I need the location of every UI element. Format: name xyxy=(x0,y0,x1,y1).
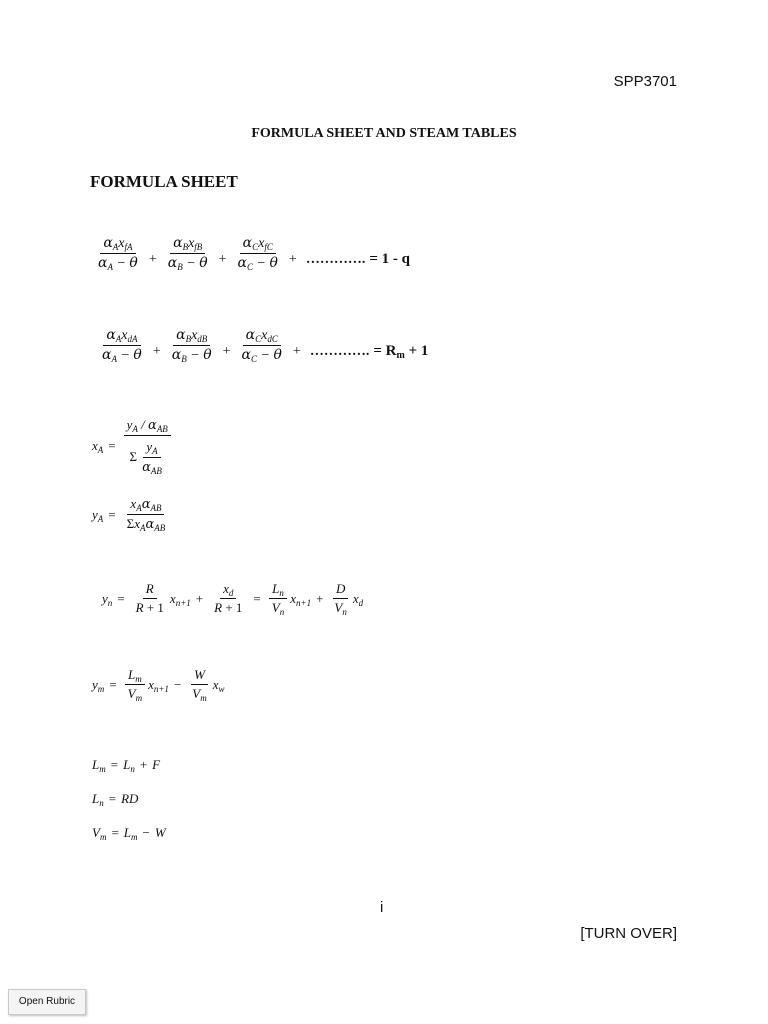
fraction-a-dist: $\frac{\alpha_Ax_{dA}}{\alpha_A - \theta}$ xyxy=(102,327,142,365)
ellipsis: …………. xyxy=(305,251,366,267)
underwood-distillate-equation xyxy=(96,328,428,364)
plus-3: + xyxy=(292,343,301,359)
xa-fraction: $y_A / \alpha_{AB}$ Σ $\frac{y_A}{\alpha_{AB}}$ xyxy=(124,418,171,475)
section-heading: FORMULA SHEET xyxy=(90,172,238,191)
dist-rhs-eq: = xyxy=(373,343,382,360)
page-number: i xyxy=(380,899,384,916)
xa-equation: $x_A$ = $y_A / \alpha_{AB}$ Σ $\frac{y_A}{\alpha_{AB}}$ xyxy=(92,418,174,475)
plus-1: + xyxy=(148,251,157,267)
plus-2: + xyxy=(222,343,231,359)
dist-rhs-r: R xyxy=(385,343,397,360)
dist-rhs-plus: + 1 xyxy=(408,343,429,360)
dist-rhs xyxy=(373,343,428,360)
fraction-b-dist: $\frac{\alpha_Bx_{dB}}{\alpha_B - \theta}$ xyxy=(171,327,212,365)
feed-rhs: = 1 - q xyxy=(369,251,410,268)
turn-over-label: [TURN OVER] xyxy=(580,925,677,942)
stripping-line-equation: $y_m$ = $\frac{L_m}{V_m}$ $x_{n+1}$ − $\frac{W}{V_m}$ $x_w$ xyxy=(92,667,225,704)
ln-equation: $L_n$ = RD xyxy=(92,791,139,808)
fraction-c-feed: $\frac{\alpha_Cx_{fC}}{\alpha_C - \theta}$ xyxy=(237,235,278,273)
fraction-b-feed: $\frac{\alpha_Bx_{fB}}{\alpha_B - \theta}$ xyxy=(167,235,208,273)
plus-3: + xyxy=(288,251,297,267)
dist-rhs-m: m xyxy=(396,350,405,362)
plus-2: + xyxy=(218,251,227,267)
lm-equation: $L_m$ = $L_n$ + F xyxy=(92,757,161,774)
ellipsis: …………. xyxy=(309,343,370,359)
ya-equation: $y_A$ = $\frac{x_A\alpha_{AB}}{\Sigma x_A\alpha_{AB}}$ xyxy=(92,497,171,533)
fraction-c-dist: $\frac{\alpha_Cx_{dC}}{\alpha_C - \theta}$ xyxy=(241,327,282,365)
ya-fraction: $\frac{x_A\alpha_{AB}}{\Sigma x_A\alpha_{AB}}$ xyxy=(126,496,166,534)
course-code: SPP3701 xyxy=(613,73,677,90)
document-title: FORMULA SHEET AND STEAM TABLES xyxy=(251,126,517,141)
vm-equation: $V_m$ = $L_m$ − W xyxy=(92,825,166,842)
fraction-a-feed: $\frac{\alpha_Ax_{fA}}{\alpha_A - \theta}$ xyxy=(98,235,138,273)
underwood-feed-equation xyxy=(92,236,410,272)
rectifying-line-equation: $y_n$ = $\frac{R}{R + 1}$ $x_{n+1}$ + $\frac{x_d}{R + 1}$ = $\frac{L_n}{V_n}$ $x_{n+1}$ + $\frac{D}{V_n}$ $x_d$ xyxy=(102,581,364,618)
open-rubric-button[interactable]: Open Rubric xyxy=(8,989,86,1015)
plus-1: + xyxy=(152,343,161,359)
